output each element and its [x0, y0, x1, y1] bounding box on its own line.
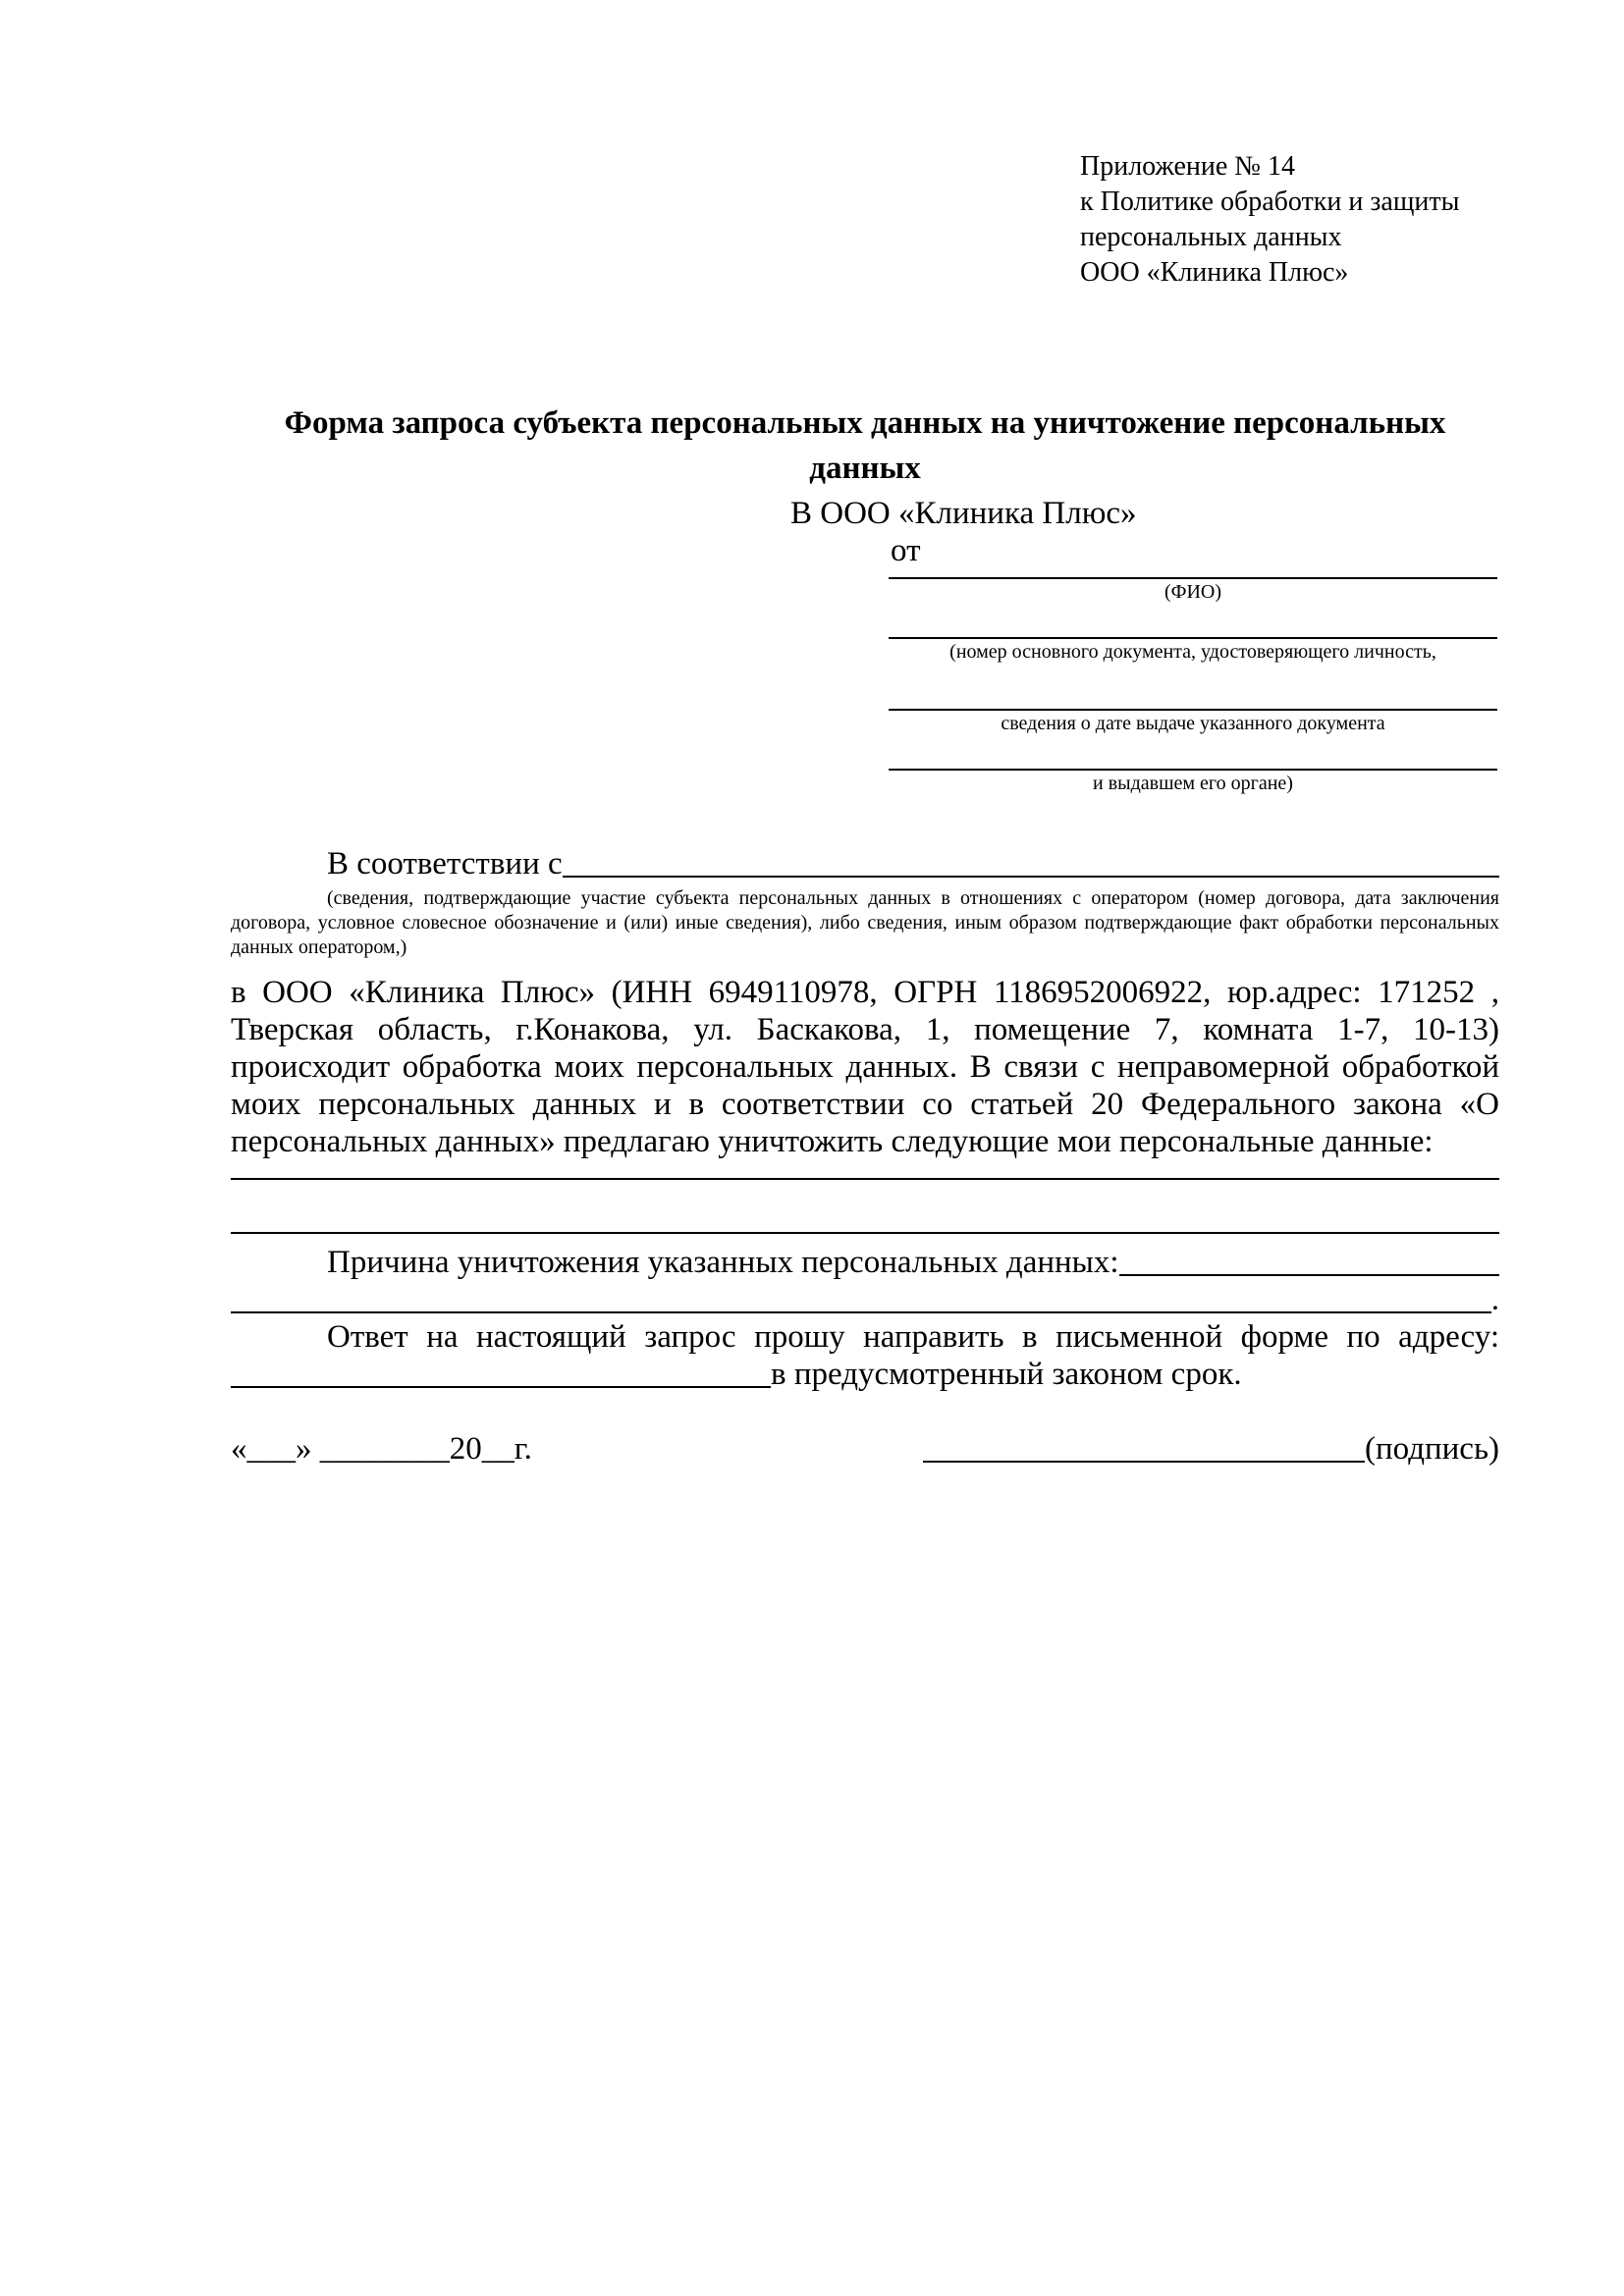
reply-request-line: Ответ на настоящий запрос прошу направить в письменной форме по адресу:: [327, 1319, 1499, 1355]
accordance-blank-line: [563, 875, 1499, 878]
addressee-line: В ООО «Клиника Плюс»: [790, 496, 1137, 531]
appendix-line-1: Приложение № 14: [1080, 151, 1295, 182]
field-issue-date: [889, 701, 1497, 736]
issuing-authority-blank-line: [889, 761, 1497, 771]
appendix-note: [1080, 149, 1499, 291]
date-signature-row: [231, 1430, 1499, 1468]
issuing-authority-caption: и выдавшем его органе): [1093, 773, 1293, 794]
accordance-row: [231, 845, 1499, 882]
date-blank-line: «___» ________20__г.: [231, 1431, 532, 1467]
signature-blank-line: [923, 1460, 1365, 1463]
signature-caption: (подпись): [1365, 1431, 1499, 1467]
signature-group: [923, 1430, 1499, 1468]
field-fio: [889, 569, 1497, 605]
field-document-number: [889, 629, 1497, 665]
accordance-lead: В соответствии с: [327, 846, 563, 881]
appendix-line-4: ООО «Клиника Плюс»: [1080, 257, 1349, 288]
document-number-blank-line: [889, 629, 1497, 639]
reply-tail: в предусмотренный законом срок.: [771, 1357, 1242, 1392]
field-issuing-authority: [889, 761, 1497, 796]
issue-date-caption: сведения о дате выдаче указанного документа: [1001, 713, 1385, 734]
reason-row: [231, 1244, 1499, 1281]
reason-blank-line: [1119, 1273, 1499, 1276]
issue-date-blank-line: [889, 701, 1497, 711]
fio-blank-line: [889, 569, 1497, 579]
appendix-line-3: персональных данных: [1080, 222, 1342, 252]
reason-blank-line-2: [231, 1310, 1491, 1313]
reason-label: Причина уничтожения указанных персональных данных:: [327, 1245, 1119, 1280]
document-number-caption: (номер основного документа, удостоверяющего личность,: [949, 641, 1436, 663]
form-title: Форма запроса субъекта персональных данных на уничтожение персональных данных: [284, 405, 1446, 486]
appendix-line-2: к Политике обработки и защиты: [1080, 187, 1460, 217]
data-blank-line-1: [231, 1160, 1499, 1180]
applicant-fields-block: [889, 569, 1497, 796]
from-label: от: [891, 533, 921, 568]
fio-caption: (ФИО): [1164, 581, 1221, 603]
reply-address-row: [231, 1356, 1499, 1393]
reason-period: .: [1490, 1282, 1499, 1317]
reason-continuation-row: [231, 1281, 1499, 1318]
address-blank-line: [231, 1385, 771, 1388]
data-blank-line-2: [231, 1180, 1499, 1234]
body-paragraph: в ООО «Клиника Плюс» (ИНН 6949110978, ОГРН 1186952006922, юр.адрес: 171252 , Тверская область, г.Конакова, ул. Баскакова, 1, помещение 7, комната 1-7, 10-13) происходит обработка моих персональных данных. В связи с неправомерной обработкой моих персональных данных и в соответствии со статьей 20 Федерального закона «О персональных данных» предлагаю уничтожить следующие мои персональные данные:: [231, 975, 1499, 1159]
accordance-footnote: (сведения, подтверждающие участие субъекта персональных данных в отношениях с оператором (номер договора, дата заключения договора, условное словесное обозначение и (или) иные сведения), либо сведения, иным образом подтверждающие факт обработки персональных данных оператором,): [231, 887, 1499, 958]
